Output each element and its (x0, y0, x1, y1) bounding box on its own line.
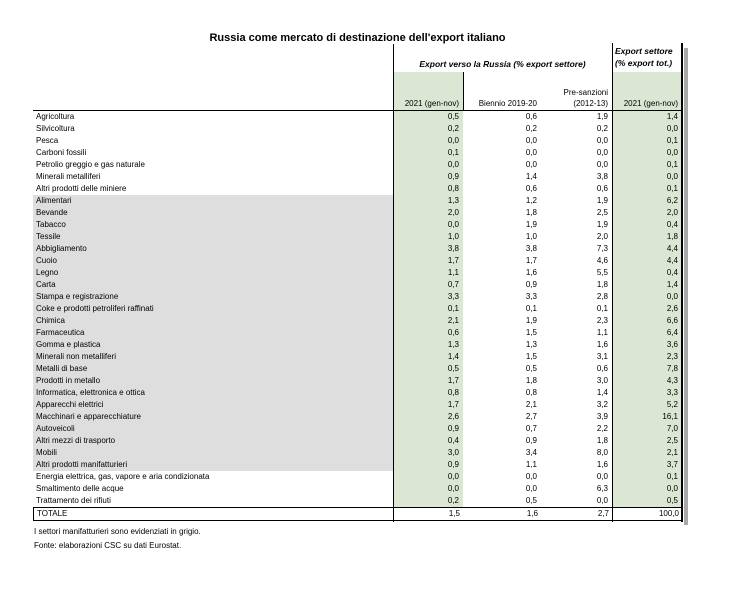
cell-value: 4,3 (612, 375, 682, 387)
cell-value: 0,0 (612, 171, 682, 183)
row-label: Bevande (33, 207, 393, 219)
table-row (33, 435, 682, 447)
cell-value: 0,0 (596, 148, 608, 157)
cell-value: 4,4 (612, 243, 682, 255)
cell-value: 0,0 (612, 147, 682, 159)
row-label: Energia elettrica, gas, vapore e aria condizionata (36, 472, 210, 481)
cell-value: 0,1 (596, 304, 608, 313)
cell-value: 1,0 (525, 232, 537, 241)
row-label-header-empty (33, 72, 393, 110)
col-header-biennio: Biennio 2019-20 (478, 99, 537, 108)
table-row (33, 459, 682, 471)
cell-value: 0,1 (393, 303, 463, 315)
table-row (33, 183, 682, 195)
table-row (33, 327, 682, 339)
cell-value: 0,9 (525, 436, 537, 445)
cell-value: 0,7 (393, 279, 463, 291)
cell-value: 0,6 (596, 184, 608, 193)
cell-value: 0,0 (596, 496, 608, 505)
cell-value: 16,1 (612, 411, 682, 423)
group-header-export-settore-line2: (% export tot.) (615, 58, 673, 68)
cell-value: 1,6 (596, 460, 608, 469)
cell-value: 1,4 (393, 351, 463, 363)
table-row (33, 411, 682, 423)
cell-value: 1,4 (596, 388, 608, 397)
table-row (33, 399, 682, 411)
cell-value: 2,5 (596, 208, 608, 217)
cell-value: 5,5 (596, 268, 608, 277)
cell-value: 6,6 (612, 315, 682, 327)
cell-value: 2,1 (612, 447, 682, 459)
cell-value: 2,0 (596, 232, 608, 241)
row-label: Trattamento dei rifiuti (36, 496, 111, 505)
cell-value: 2,1 (525, 400, 537, 409)
row-label: Altri mezzi di trasporto (33, 435, 393, 447)
cell-value: 7,8 (612, 363, 682, 375)
cell-value: 1,0 (393, 231, 463, 243)
cell-value: 7,3 (596, 244, 608, 253)
row-label: Alimentari (33, 195, 393, 207)
footnotes (33, 525, 682, 553)
cell-value: 1,8 (596, 280, 608, 289)
row-label: Carboni fossili (36, 148, 87, 157)
cell-value: 1,3 (525, 340, 537, 349)
row-label: Mobili (33, 447, 393, 459)
cell-value: 0,0 (393, 471, 463, 483)
row-label: Tabacco (33, 219, 393, 231)
row-label: Apparecchi elettrici (33, 399, 393, 411)
cell-value: 1,1 (525, 460, 537, 469)
cell-value: 1,1 (596, 328, 608, 337)
row-label: Agricoltura (36, 112, 75, 121)
table-row (33, 195, 682, 207)
cell-value: 0,7 (525, 424, 537, 433)
row-label: Smaltimento delle acque (36, 484, 124, 493)
table-row (33, 243, 682, 255)
col-header-2021-settore: 2021 (gen-nov) (612, 72, 682, 110)
cell-value: 2,1 (393, 315, 463, 327)
cell-value: 0,6 (596, 364, 608, 373)
table-title: Russia come mercato di destinazione dell'export italiano (209, 32, 506, 44)
col-header-presanzioni (541, 72, 612, 110)
row-label: Stampa e registrazione (33, 291, 393, 303)
divider-col1-col2 (463, 72, 464, 110)
table-row (33, 135, 682, 147)
row-label: Informatica, elettronica e ottica (33, 387, 393, 399)
table-row (33, 279, 682, 291)
total-label: TOTALE (37, 509, 68, 518)
cell-value: 0,4 (612, 267, 682, 279)
cell-value: 0,1 (612, 471, 682, 483)
cell-value: 0,0 (525, 160, 537, 169)
cell-value: 1,2 (525, 196, 537, 205)
row-label: Silvicoltura (36, 124, 75, 133)
cell-value: 0,2 (596, 124, 608, 133)
cell-value: 0,9 (393, 171, 463, 183)
cell-value: 6,2 (612, 195, 682, 207)
cell-value: 0,0 (525, 136, 537, 145)
row-label: Prodotti in metallo (33, 375, 393, 387)
cell-value: 2,5 (612, 435, 682, 447)
cell-value: 0,8 (393, 387, 463, 399)
table-row (33, 375, 682, 387)
cell-value: 1,7 (393, 375, 463, 387)
total-value-settore: 100,0 (658, 509, 679, 518)
cell-value: 0,0 (612, 483, 682, 495)
footnote-gray-legend: I settori manifatturieri sono evidenziati in grigio. (34, 527, 201, 536)
cell-value: 1,7 (393, 399, 463, 411)
cell-value: 0,0 (596, 472, 608, 481)
row-label: Coke e prodotti petroliferi raffinati (33, 303, 393, 315)
table-row (33, 447, 682, 459)
table-row (33, 471, 682, 483)
cell-value: 1,5 (525, 352, 537, 361)
cell-value: 1,6 (596, 340, 608, 349)
cell-value: 0,5 (612, 495, 682, 507)
row-label: Abbigliamento (33, 243, 393, 255)
row-label: Pesca (36, 136, 59, 145)
row-label: Carta (33, 279, 393, 291)
group-header-export-settore (612, 45, 682, 69)
row-label: Gomma e plastica (33, 339, 393, 351)
cell-value: 0,9 (525, 280, 537, 289)
table-drop-shadow (684, 48, 688, 525)
group-header-export-russia: Export verso la Russia (% export settore) (419, 59, 586, 69)
cell-value: 2,7 (525, 412, 537, 421)
cell-value: 3,1 (596, 352, 608, 361)
table-row (33, 387, 682, 399)
cell-value: 0,4 (612, 219, 682, 231)
divider-russia-settore (612, 43, 614, 522)
table-header (33, 44, 682, 110)
total-value-2021: 1,5 (448, 509, 460, 518)
table-row (33, 171, 682, 183)
cell-value: 0,0 (525, 472, 537, 481)
cell-value: 0,0 (393, 483, 463, 495)
cell-value: 0,0 (525, 148, 537, 157)
cell-value: 1,9 (596, 220, 608, 229)
row-label: Tessile (33, 231, 393, 243)
cell-value: 1,3 (393, 195, 463, 207)
table-row (33, 255, 682, 267)
cell-value: 3,6 (612, 339, 682, 351)
cell-value: 3,2 (596, 400, 608, 409)
cell-value: 0,0 (612, 123, 682, 135)
row-label: Minerali non metalliferi (33, 351, 393, 363)
table-row (33, 339, 682, 351)
cell-value: 0,9 (393, 423, 463, 435)
cell-value: 0,0 (612, 291, 682, 303)
cell-value: 0,1 (612, 135, 682, 147)
cell-value: 1,9 (525, 316, 537, 325)
cell-value: 3,8 (393, 243, 463, 255)
cell-value: 0,6 (525, 184, 537, 193)
group-header-export-settore-line1: Export settore (615, 46, 673, 56)
cell-value: 3,3 (525, 292, 537, 301)
cell-value: 7,0 (612, 423, 682, 435)
cell-value: 2,6 (612, 303, 682, 315)
row-label: Altri prodotti delle miniere (36, 184, 127, 193)
table-row (33, 111, 682, 123)
table-row (33, 159, 682, 171)
table-row (33, 219, 682, 231)
cell-value: 1,1 (393, 267, 463, 279)
column-headers-row (33, 72, 682, 110)
cell-value: 1,7 (393, 255, 463, 267)
row-label: Macchinari e apparecchiature (33, 411, 393, 423)
cell-value: 3,0 (393, 447, 463, 459)
row-label: Autoveicoli (33, 423, 393, 435)
cell-value: 1,8 (612, 231, 682, 243)
table-row (33, 303, 682, 315)
export-table (33, 32, 682, 553)
cell-value: 4,4 (612, 255, 682, 267)
cell-value: 0,0 (393, 135, 463, 147)
table-body (33, 110, 682, 507)
cell-value: 0,0 (596, 160, 608, 169)
table-row (33, 483, 682, 495)
cell-value: 3,7 (612, 459, 682, 471)
cell-value: 1,9 (525, 220, 537, 229)
table-row (33, 291, 682, 303)
cell-value: 0,9 (393, 459, 463, 471)
cell-value: 1,8 (596, 436, 608, 445)
cell-value: 1,3 (393, 339, 463, 351)
cell-value: 0,2 (393, 495, 463, 507)
cell-value: 0,8 (393, 183, 463, 195)
table-row (33, 231, 682, 243)
cell-value: 2,0 (393, 207, 463, 219)
cell-value: 1,4 (525, 172, 537, 181)
row-label: Legno (33, 267, 393, 279)
cell-value: 0,0 (596, 136, 608, 145)
cell-value: 2,2 (596, 424, 608, 433)
col-header-2021: 2021 (gen-nov) (393, 72, 463, 110)
total-row (33, 507, 682, 521)
cell-value: 0,0 (393, 219, 463, 231)
total-value-biennio: 1,6 (526, 509, 538, 518)
cell-value: 1,9 (596, 196, 608, 205)
cell-value: 0,0 (525, 484, 537, 493)
row-label: Farmaceutica (33, 327, 393, 339)
total-value-presanzioni: 2,7 (597, 509, 609, 518)
cell-value: 3,8 (596, 172, 608, 181)
cell-value: 2,3 (612, 351, 682, 363)
cell-value: 0,5 (525, 364, 537, 373)
cell-value: 3,8 (525, 244, 537, 253)
table-row (33, 495, 682, 507)
cell-value: 3,3 (612, 387, 682, 399)
table-row (33, 147, 682, 159)
cell-value: 3,4 (525, 448, 537, 457)
cell-value: 2,8 (596, 292, 608, 301)
cell-value: 0,8 (525, 388, 537, 397)
cell-value: 1,7 (525, 256, 537, 265)
row-label: Altri prodotti manifatturieri (33, 459, 393, 471)
cell-value: 0,1 (612, 183, 682, 195)
cell-value: 6,3 (596, 484, 608, 493)
row-label: Minerali metalliferi (36, 172, 101, 181)
cell-value: 1,4 (612, 111, 682, 123)
cell-value: 0,0 (393, 159, 463, 171)
table-row (33, 423, 682, 435)
cell-value: 0,1 (525, 304, 537, 313)
row-label: Cuoio (33, 255, 393, 267)
table-row (33, 207, 682, 219)
cell-value: 0,1 (393, 147, 463, 159)
cell-value: 2,0 (612, 207, 682, 219)
col-header-presanzioni-line2: (2012-13) (573, 99, 608, 108)
table-row (33, 315, 682, 327)
cell-value: 3,0 (596, 376, 608, 385)
cell-value: 1,4 (612, 279, 682, 291)
cell-value: 3,3 (393, 291, 463, 303)
cell-value: 0,6 (525, 112, 537, 121)
row-label: Metalli di base (33, 363, 393, 375)
row-label: Petrolio greggio e gas naturale (36, 160, 145, 169)
cell-value: 0,5 (393, 363, 463, 375)
cell-value: 2,6 (393, 411, 463, 423)
cell-value: 0,1 (612, 159, 682, 171)
table-row (33, 351, 682, 363)
cell-value: 0,5 (525, 496, 537, 505)
cell-value: 4,6 (596, 256, 608, 265)
table-row (33, 123, 682, 135)
cell-value: 3,9 (596, 412, 608, 421)
table-row (33, 363, 682, 375)
cell-value: 0,2 (393, 123, 463, 135)
cell-value: 1,8 (525, 376, 537, 385)
cell-value: 8,0 (596, 448, 608, 457)
table-right-border (681, 43, 683, 522)
cell-value: 0,4 (393, 435, 463, 447)
cell-value: 1,9 (596, 112, 608, 121)
cell-value: 1,5 (525, 328, 537, 337)
cell-value: 0,5 (393, 111, 463, 123)
table-row (33, 267, 682, 279)
cell-value: 1,6 (525, 268, 537, 277)
cell-value: 0,2 (525, 124, 537, 133)
row-label: Chimica (33, 315, 393, 327)
cell-value: 0,6 (393, 327, 463, 339)
divider-label-col (393, 44, 394, 522)
footnote-source: Fonte: elaborazioni CSC su dati Eurostat. (34, 541, 182, 550)
cell-value: 5,2 (612, 399, 682, 411)
col-header-presanzioni-line1: Pre-sanzioni (563, 88, 608, 97)
cell-value: 2,3 (596, 316, 608, 325)
cell-value: 6,4 (612, 327, 682, 339)
cell-value: 1,8 (525, 208, 537, 217)
